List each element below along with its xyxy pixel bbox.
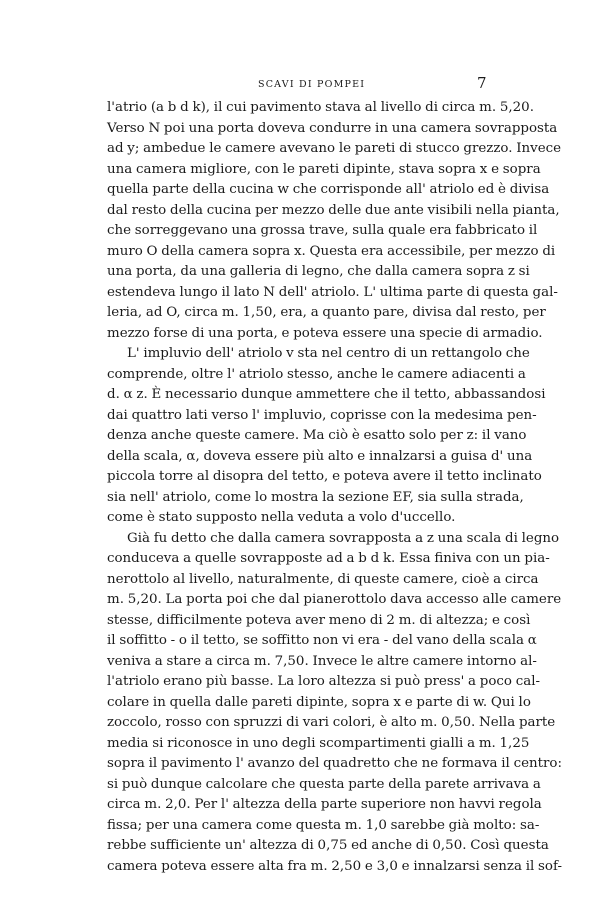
text-line: conduceva a quelle sovrapposte ad a b d k. Essa finiva con un pia- <box>107 551 550 566</box>
text-line: estendeva lungo il lato N dell' atriolo. L' ultima parte di questa gal- <box>107 284 558 300</box>
paragraph <box>107 529 562 878</box>
text-line: una porta, da una galleria di legno, che dalla camera sopra z si <box>107 264 530 279</box>
text-line: nerottolo al livello, naturalmente, di queste camere, cioè a circa <box>107 571 539 587</box>
text-line: leria, ad O, circa m. 1,50, era, a quanto pare, divisa dal resto, per <box>107 305 546 320</box>
text-line: dai quattro lati verso l' impluvio, coprisse con la medesima pen- <box>107 407 537 423</box>
text-line: rebbe sufficiente un' altezza di 0,75 ed anche di 0,50. Così questa <box>107 838 549 853</box>
text-line: piccola torre al disopra del tetto, e poteva avere il tetto inclinato <box>107 469 542 484</box>
text-line: zoccolo, rosso con spruzzi di vari colori, è alto m. 0,50. Nella parte <box>107 715 556 730</box>
text-line: dal resto della cucina per mezzo delle due ante visibili nella pianta, <box>107 202 560 218</box>
paragraph <box>107 98 562 344</box>
text-line: Già fu detto che dalla camera sovrapposta a z una scala di legno <box>127 530 560 546</box>
text-line: sopra il pavimento l' avanzo del quadretto che ne formava il centro: <box>107 756 562 771</box>
running-head: SCAVI DI POMPEI <box>258 79 366 90</box>
text-line: fissa; per una camera come questa m. 1,0 sarebbe già molto: sa- <box>107 817 540 833</box>
text-line: camera poteva essere alta fra m. 2,50 e 3,0 e innalzarsi senza il sof- <box>107 858 562 874</box>
page-number: 7 <box>477 74 487 92</box>
text-line: media si riconosce in uno degli scompartimenti gialli a m. 1,25 <box>107 735 530 751</box>
text-line: sia nell' atriolo, come lo mostra la sezione EF, sia sulla strada, <box>107 489 524 505</box>
text-line: il soffitto - o il tetto, se soffitto non vi era - del vano della scala α <box>107 633 537 648</box>
text-line: come è stato supposto nella veduta a volo d'uccello. <box>107 510 456 525</box>
text-line: stesse, difficilmente poteva aver meno di 2 m. di altezza; e così <box>107 612 531 628</box>
text-line: circa m. 2,0. Per l' altezza della parte superiore non havvi regola <box>107 797 542 812</box>
text-line: veniva a stare a circa m. 7,50. Invece le altre camere intorno al- <box>107 653 537 669</box>
text-line: colare in quella dalle pareti dipinte, sopra x e parte di w. Qui lo <box>107 694 531 710</box>
text-line: muro O della camera sopra x. Questa era accessibile, per mezzo di <box>107 243 556 259</box>
text-line: della scala, α, doveva essere più alto e innalzarsi a guisa d' una <box>107 448 533 464</box>
text-line: denza anche queste camere. Ma ciò è esatto solo per z: il vano <box>107 428 527 443</box>
text-line: l'atriolo erano più basse. La loro altezza si può press' a poco cal- <box>107 674 541 689</box>
text-line: Verso N poi una porta doveva condurre in una camera sovrapposta <box>107 120 558 136</box>
text-line: quella parte della cucina w che corrisponde all' atriolo ed è divisa <box>107 182 550 197</box>
text-line: che sorreggevano una grossa trave, sulla quale era fabbricato il <box>107 223 538 238</box>
text-line: ad y; ambedue le camere avevano le pareti di stucco grezzo. Invece <box>107 141 562 156</box>
text-line: mezzo forse di una porta, e poteva essere una specie di armadio. <box>107 325 543 341</box>
text-line: una camera migliore, con le pareti dipinte, stava sopra x e sopra <box>107 161 541 177</box>
paragraph <box>107 344 546 529</box>
text-line: m. 5,20. La porta poi che dal pianerottolo dava accesso alle camere <box>107 592 562 607</box>
text-line: si può dunque calcolare che questa parte della parete arrivava a <box>107 776 541 792</box>
text-line: l'atrio (a b d k), il cui pavimento stava al livello di circa m. 5,20. <box>107 100 534 115</box>
body-text <box>107 98 562 877</box>
text-line: d. α z. È necessario dunque ammettere che il tetto, abbassandosi <box>107 387 546 402</box>
text-line: L' impluvio dell' atriolo v sta nel centro di un rettangolo che <box>127 346 530 361</box>
text-line: comprende, oltre l' atriolo stesso, anche le camere adiacenti a <box>107 366 526 382</box>
